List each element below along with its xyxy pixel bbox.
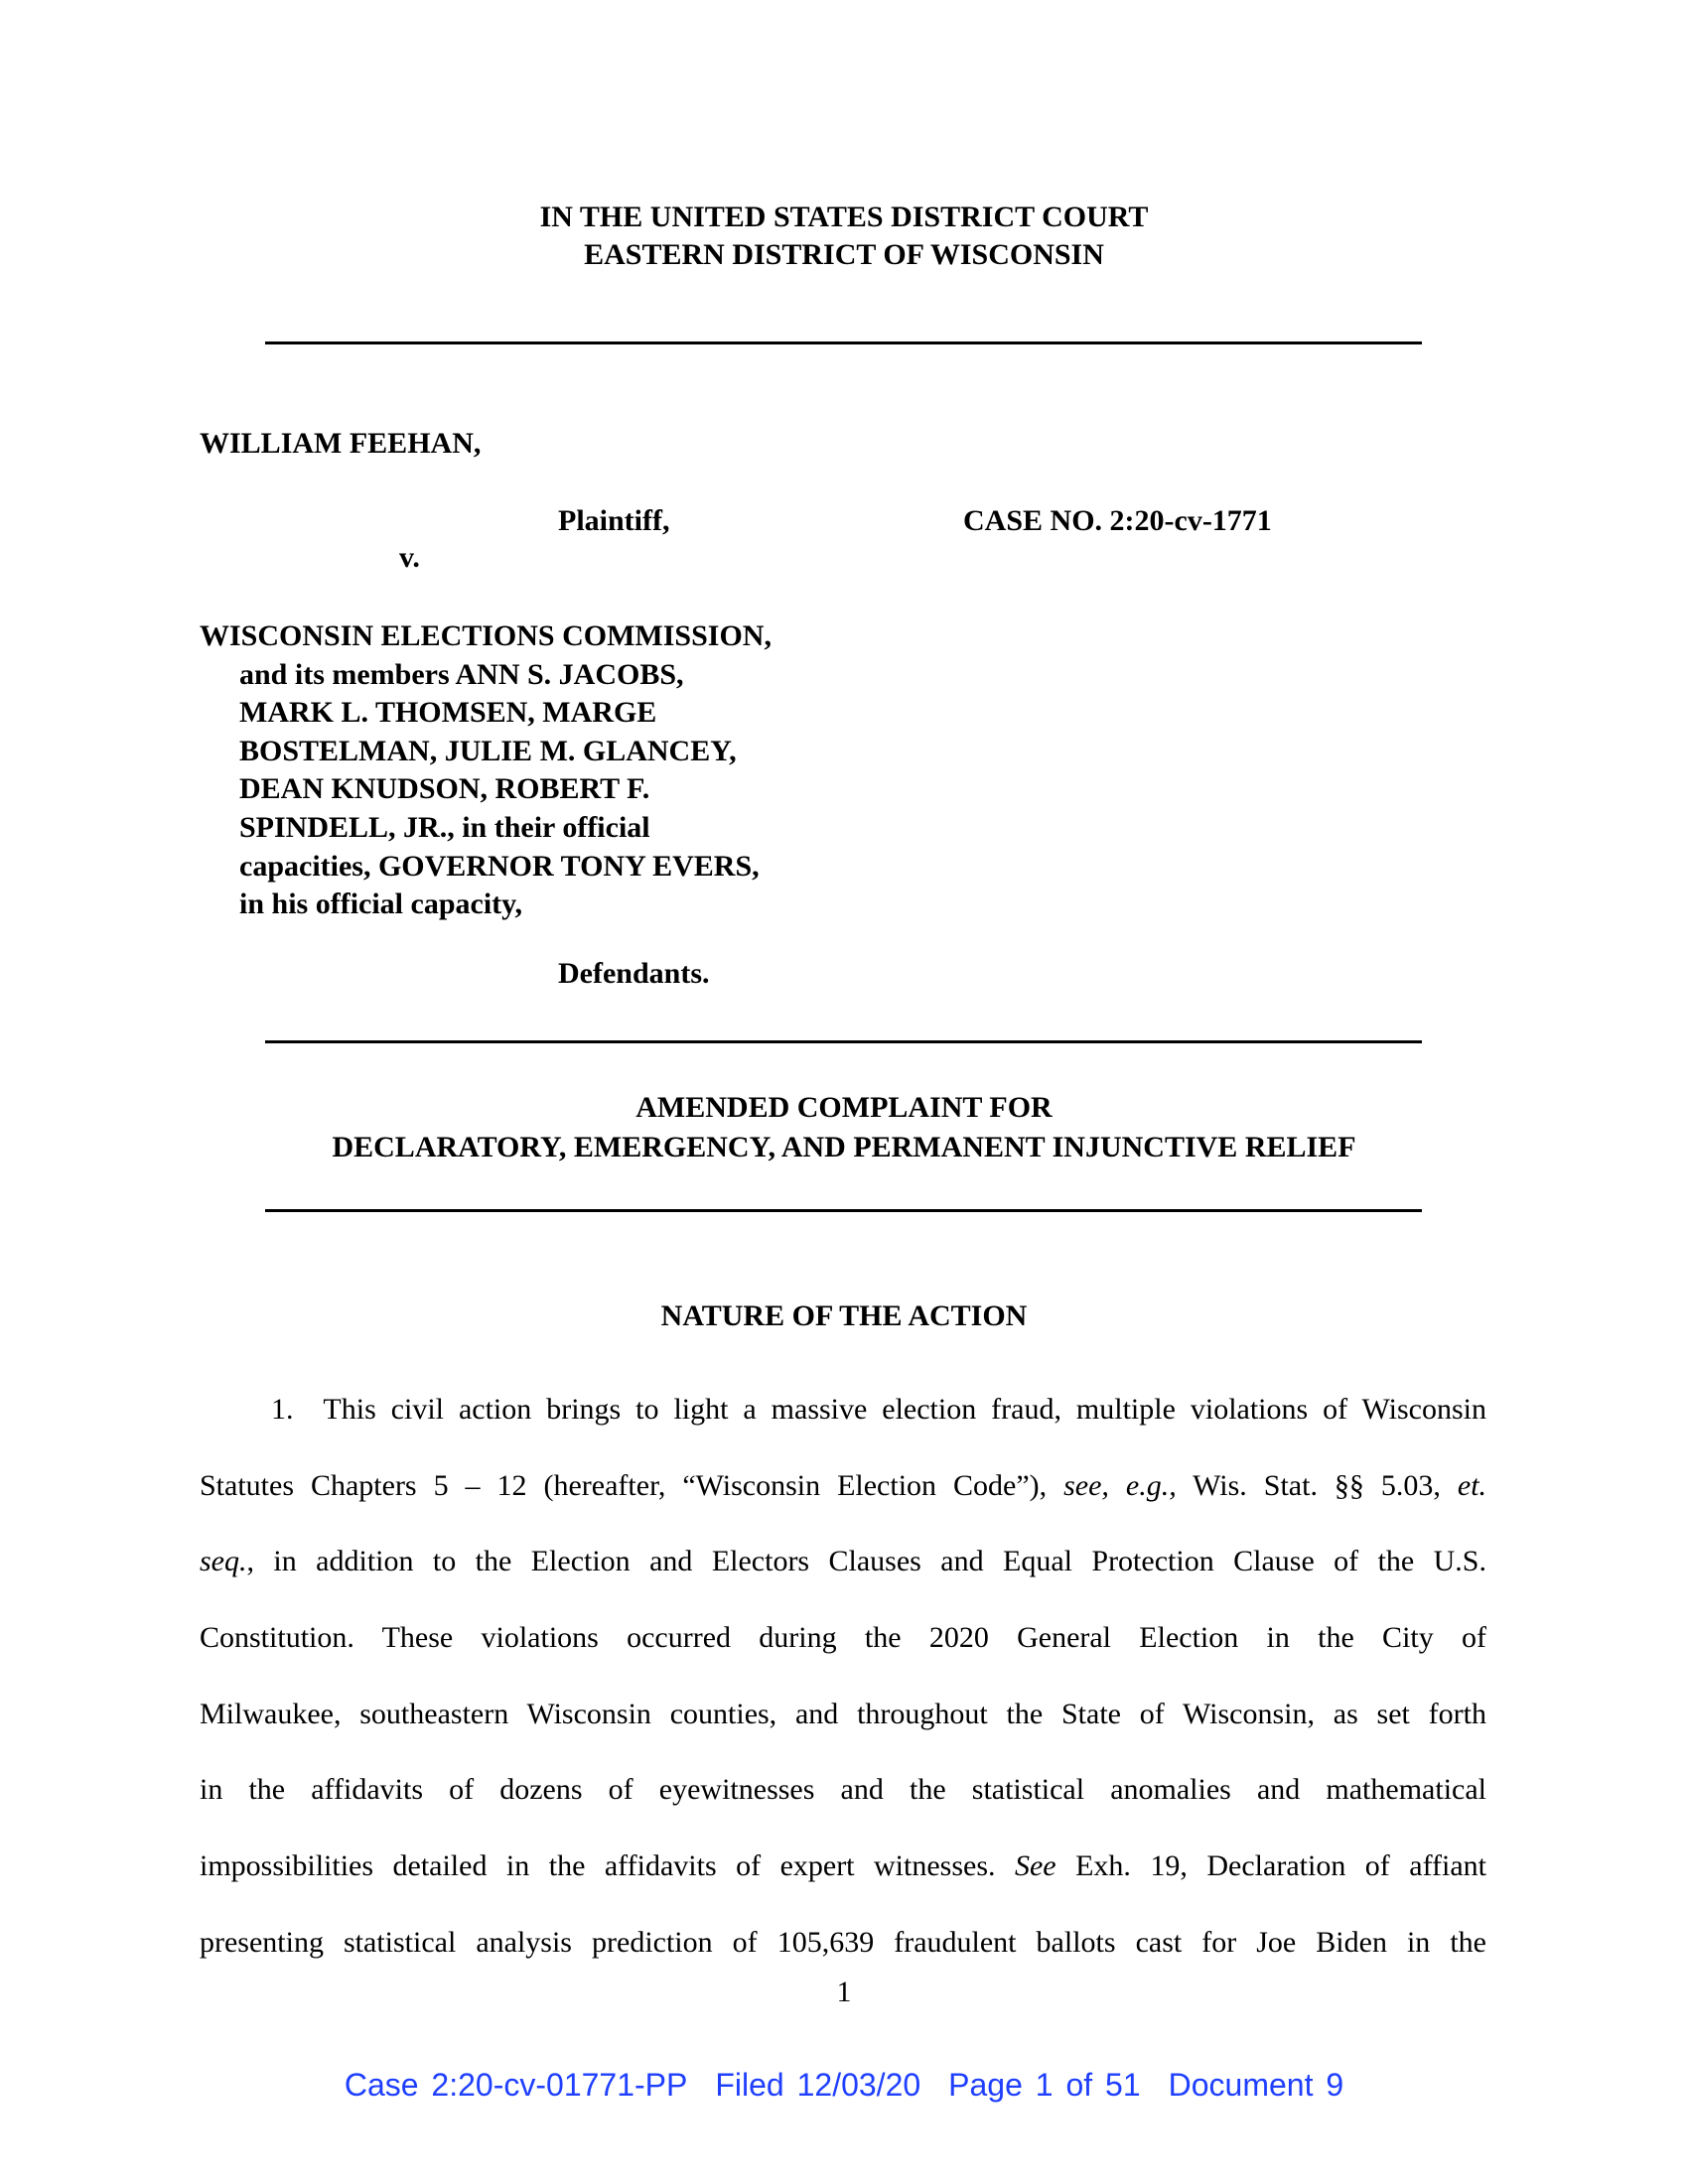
paragraph-line bbox=[200, 1372, 1486, 1448]
paragraph-line bbox=[200, 1829, 1486, 1905]
paragraph-text: Wis. Stat. §§ 5.03, bbox=[1193, 1468, 1441, 1502]
ecf-filing-stamp bbox=[0, 2067, 1688, 2104]
stamp-document-number: Document 9 bbox=[1168, 2067, 1344, 2103]
paragraph-line bbox=[200, 1448, 1486, 1525]
paragraph-text-italic: See bbox=[1014, 1849, 1056, 1883]
defendant-line: MARK L. THOMSEN, MARGE bbox=[239, 696, 657, 730]
paragraph-text: Exh. 19, Declaration of affiant bbox=[1075, 1849, 1486, 1883]
paragraph-line: in the affidavits of dozens of eyewitnesses and the statistical anomalies and mathematical bbox=[200, 1773, 1486, 1807]
court-name-line1: IN THE UNITED STATES DISTRICT COURT bbox=[539, 201, 1149, 233]
paragraph-text: This civil action brings to light a massive election fraud, multiple violations of Wisconsin bbox=[323, 1393, 1486, 1426]
paragraph-line bbox=[200, 1524, 1486, 1600]
paragraph-text-italic: et. bbox=[1457, 1468, 1487, 1502]
defendant-line: BOSTELMAN, JULIE M. GLANCEY, bbox=[239, 734, 737, 767]
stamp-page-count: Page 1 of 51 bbox=[948, 2067, 1141, 2103]
paragraph-text: impossibilities detailed in the affidavits of expert witnesses. bbox=[200, 1849, 996, 1883]
document-title-line1: AMENDED COMPLAINT FOR bbox=[635, 1091, 1053, 1124]
stamp-case-number: Case 2:20-cv-01771-PP bbox=[344, 2067, 688, 2103]
caption-bottom-rule bbox=[265, 1040, 1422, 1043]
paragraph-text-italic: seq. bbox=[200, 1545, 247, 1578]
defendant-line: in his official capacity, bbox=[239, 887, 522, 921]
plaintiff-name: WILLIAM FEEHAN, bbox=[200, 427, 482, 460]
court-name-line2: EASTERN DISTRICT OF WISCONSIN bbox=[584, 238, 1104, 271]
defendant-line: and its members ANN S. JACOBS, bbox=[239, 657, 684, 691]
section-heading: NATURE OF THE ACTION bbox=[660, 1299, 1028, 1332]
defendants-list bbox=[200, 617, 772, 924]
defendant-line: DEAN KNUDSON, ROBERT F. bbox=[239, 772, 650, 806]
paragraph-line: presenting statistical analysis prediction of 105,639 fraudulent ballots cast for Joe Biden in the bbox=[200, 1925, 1486, 1959]
versus: v. bbox=[399, 541, 420, 574]
defendant-line: WISCONSIN ELECTIONS COMMISSION, bbox=[200, 619, 772, 652]
paragraph-line: Constitution. These violations occurred during the 2020 General Election in the City of bbox=[200, 1621, 1486, 1655]
paragraph-text: , in addition to the Election and Electors Clauses and Equal Protection Clause of the U.S. bbox=[246, 1545, 1486, 1578]
plaintiff-role: Plaintiff, bbox=[558, 504, 670, 537]
paragraph-text-italic: see, e.g., bbox=[1063, 1468, 1177, 1502]
paragraph-text: Statutes Chapters 5 – 12 (hereafter, “Wisconsin Election Code”), bbox=[200, 1468, 1048, 1502]
defendant-line: SPINDELL, JR., in their official bbox=[239, 810, 650, 844]
paragraph-number: 1. bbox=[271, 1393, 294, 1426]
caption-top-rule bbox=[265, 341, 1422, 344]
stamp-filed-date: Filed 12/03/20 bbox=[715, 2067, 921, 2103]
title-bottom-rule bbox=[265, 1209, 1422, 1212]
defendants-role: Defendants. bbox=[558, 957, 710, 990]
page-number: 1 bbox=[836, 1976, 852, 2008]
paragraph-line: Milwaukee, southeastern Wisconsin counties, and throughout the State of Wisconsin, as set forth bbox=[200, 1697, 1486, 1730]
case-number: CASE NO. 2:20-cv-1771 bbox=[963, 504, 1272, 537]
document-title-line2: DECLARATORY, EMERGENCY, AND PERMANENT INJUNCTIVE RELIEF bbox=[332, 1131, 1356, 1163]
defendant-line: capacities, GOVERNOR TONY EVERS, bbox=[239, 849, 760, 883]
paragraph-1 bbox=[200, 1372, 1486, 1981]
